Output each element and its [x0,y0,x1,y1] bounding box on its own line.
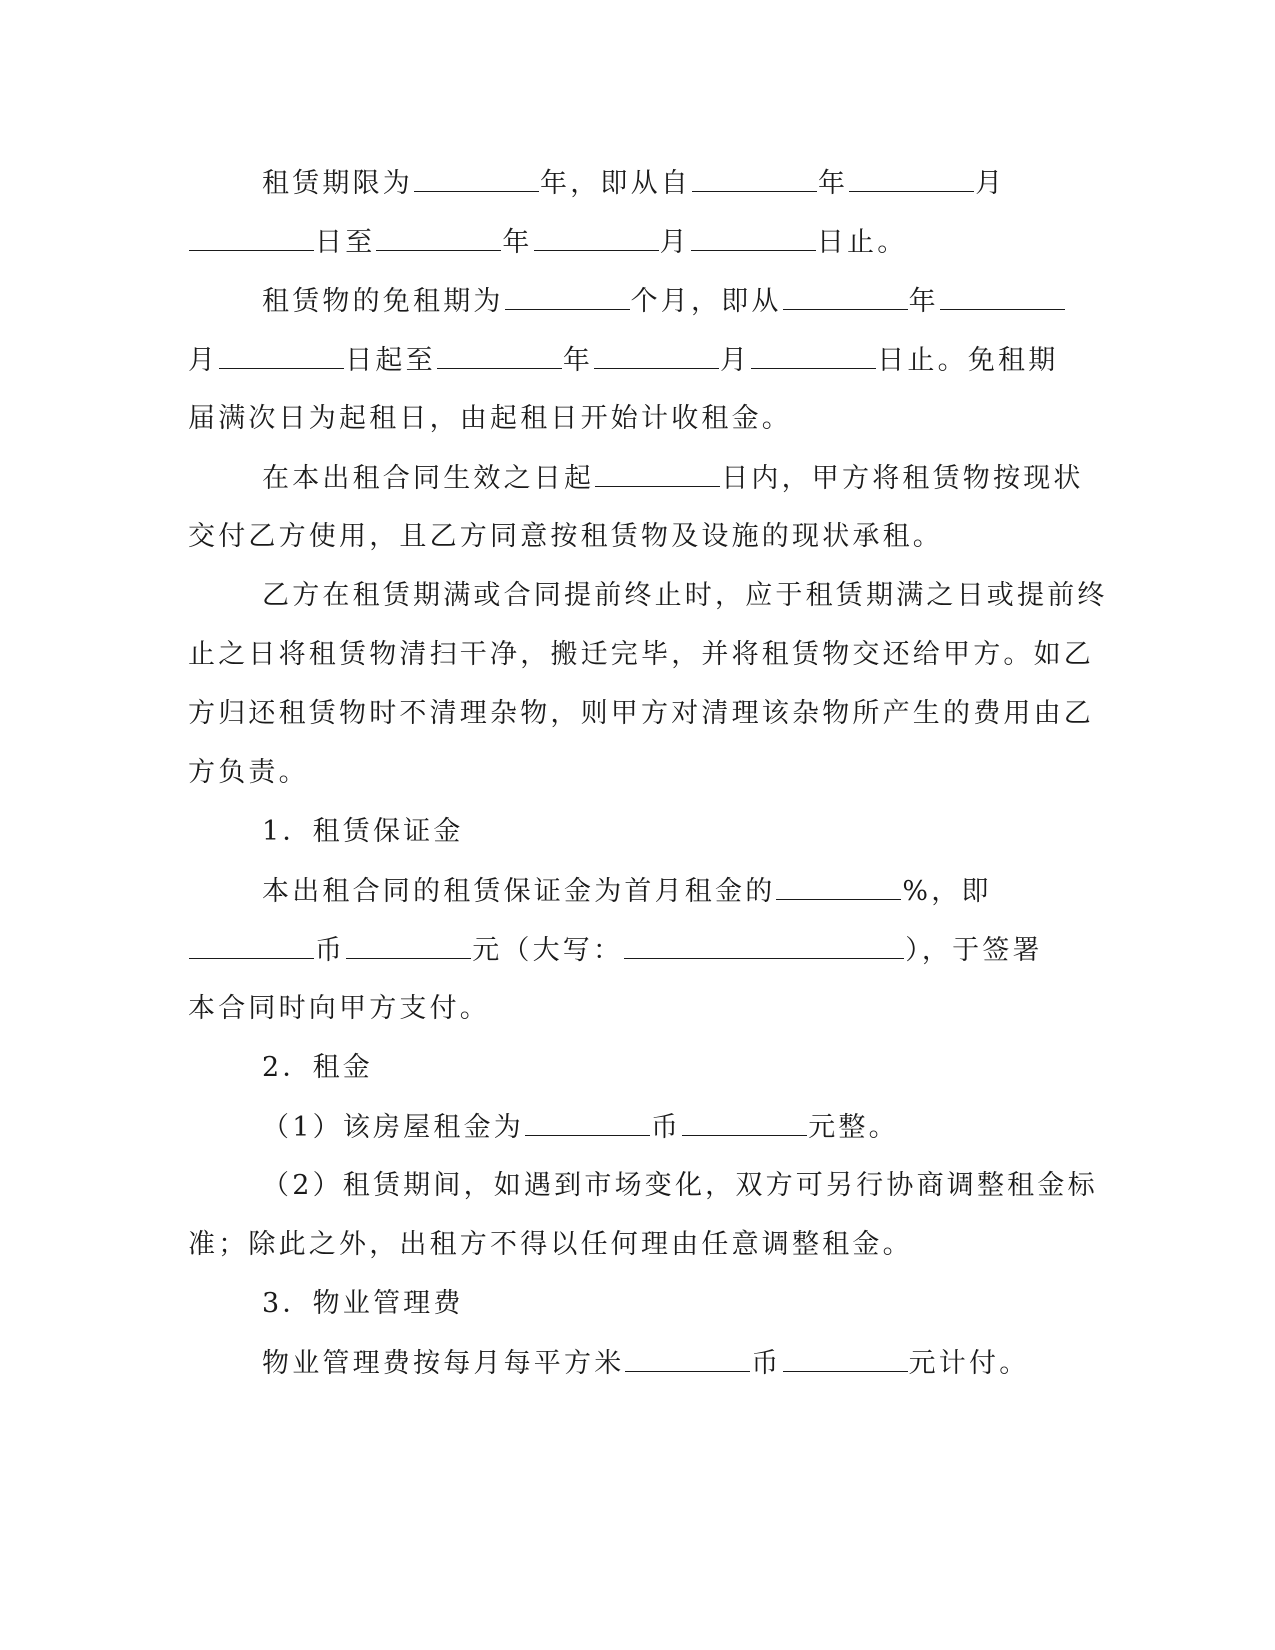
text-segment: 乙方在租赁期满或合同提前终止时，应于租赁期满之日或提前终 [262,580,1108,611]
property-fee-line [262,1345,1029,1382]
return-line-2 [188,637,1094,673]
text-segment: 月 [975,168,1006,199]
text-segment: 届满次日为起租日，由起租日开始计收租金。 [188,403,792,434]
text-segment: 租赁物的免租期为 [262,286,504,317]
text-segment: 日内，甲方将租赁物按现状 [721,463,1084,494]
blank-deposit-currency[interactable] [189,932,314,959]
deposit-line-3 [188,991,490,1027]
deposit-line-1 [262,873,992,910]
text-segment: 年 [818,168,849,199]
blank-start-month[interactable] [849,165,974,192]
blank-end-year[interactable] [376,224,501,251]
rent-start-line [188,401,792,437]
text-segment: 物业管理费按每月每平方米 [262,1348,625,1379]
text-segment: 方负责。 [188,757,309,788]
blank-delivery-days[interactable] [595,460,720,487]
blank-start-year[interactable] [692,165,817,192]
section-heading-rent [262,1050,373,1086]
text-segment: 年 [562,345,594,376]
text-segment: ），于签署 [905,935,1043,966]
blank-end-day[interactable] [691,224,816,251]
blank-deposit-amount-in-words[interactable] [624,932,904,959]
deposit-line-2 [188,932,1043,969]
blank-rent-free-end-month[interactable] [594,342,719,369]
blank-fee-amount[interactable] [783,1345,908,1372]
blank-rent-free-start-year[interactable] [783,283,908,310]
blank-deposit-percent[interactable] [776,873,901,900]
text-segment: 个月，即从 [630,286,782,317]
blank-lease-years[interactable] [414,165,539,192]
text-segment: 日止。免租期 [877,345,1059,376]
blank-rent-free-end-year[interactable] [437,342,562,369]
text-segment: 日至 [315,227,376,258]
blank-deposit-amount[interactable] [346,932,471,959]
text-segment: 交付乙方使用，且乙方同意按租赁物及设施的现状承租。 [188,521,943,552]
blank-start-day[interactable] [189,224,314,251]
blank-fee-currency[interactable] [625,1345,750,1372]
text-segment: （1）该房屋租金为 [262,1112,524,1143]
blank-rent-free-months[interactable] [505,283,630,310]
rent-item-2-line-1 [262,1168,1098,1204]
blank-rent-currency[interactable] [525,1109,650,1136]
rent-free-line-2 [188,342,1058,379]
blank-rent-free-end-day[interactable] [751,342,876,369]
text-segment: 止之日将租赁物清扫干净，搬迁完毕，并将租赁物交还给甲方。如乙 [188,639,1094,670]
text-segment: 日起至 [345,345,436,376]
text-segment: 3．物业管理费 [262,1288,464,1319]
text-segment: 币 [650,1112,682,1143]
text-segment: 月 [720,345,751,376]
text-segment: 年 [502,227,533,258]
lease-term-line-1 [262,165,1005,202]
text-segment: 月 [188,345,219,376]
section-heading-deposit [262,814,464,850]
text-segment: 元（大写： [472,935,624,966]
return-line-1 [262,578,1108,614]
text-segment: 2．租金 [262,1052,373,1083]
rent-item-1 [262,1109,899,1146]
text-segment: （2）租赁期间，如遇到市场变化，双方可另行协商调整租金标 [262,1170,1098,1201]
text-segment: 元计付。 [908,1348,1030,1379]
blank-rent-free-start-day[interactable] [219,342,344,369]
text-segment: 准；除此之外，出租方不得以任何理由任意调整租金。 [188,1229,913,1260]
blank-rent-amount[interactable] [682,1109,807,1136]
rent-item-2-line-2 [188,1227,913,1263]
blank-end-month[interactable] [534,224,659,251]
text-segment: 方归还租赁物时不清理杂物，则甲方对清理该杂物所产生的费用由乙 [188,698,1094,729]
delivery-line-2 [188,519,943,555]
section-heading-property-fee [262,1286,464,1322]
return-line-3 [188,696,1094,732]
text-segment: 在本出租合同生效之日起 [262,463,595,494]
text-segment: 年 [908,286,939,317]
text-segment: 本出租合同的租赁保证金为首月租金的 [262,876,776,907]
text-segment: 年，即从自 [540,168,691,199]
text-segment: 月 [659,227,690,258]
return-line-4 [188,755,309,791]
text-segment: 币 [315,935,346,966]
text-segment: 币 [751,1348,782,1379]
blank-rent-free-start-month[interactable] [940,283,1065,310]
lease-term-line-2 [188,224,907,261]
rent-free-line-1 [262,283,1066,320]
text-segment: 本合同时向甲方支付。 [188,993,490,1024]
delivery-line-1 [262,460,1084,497]
text-segment: %，即 [902,876,992,907]
text-segment: 元整。 [808,1112,899,1143]
text-segment: 租赁期限为 [262,168,413,199]
text-segment: 日止。 [816,227,908,258]
text-segment: 1．租赁保证金 [262,816,464,847]
